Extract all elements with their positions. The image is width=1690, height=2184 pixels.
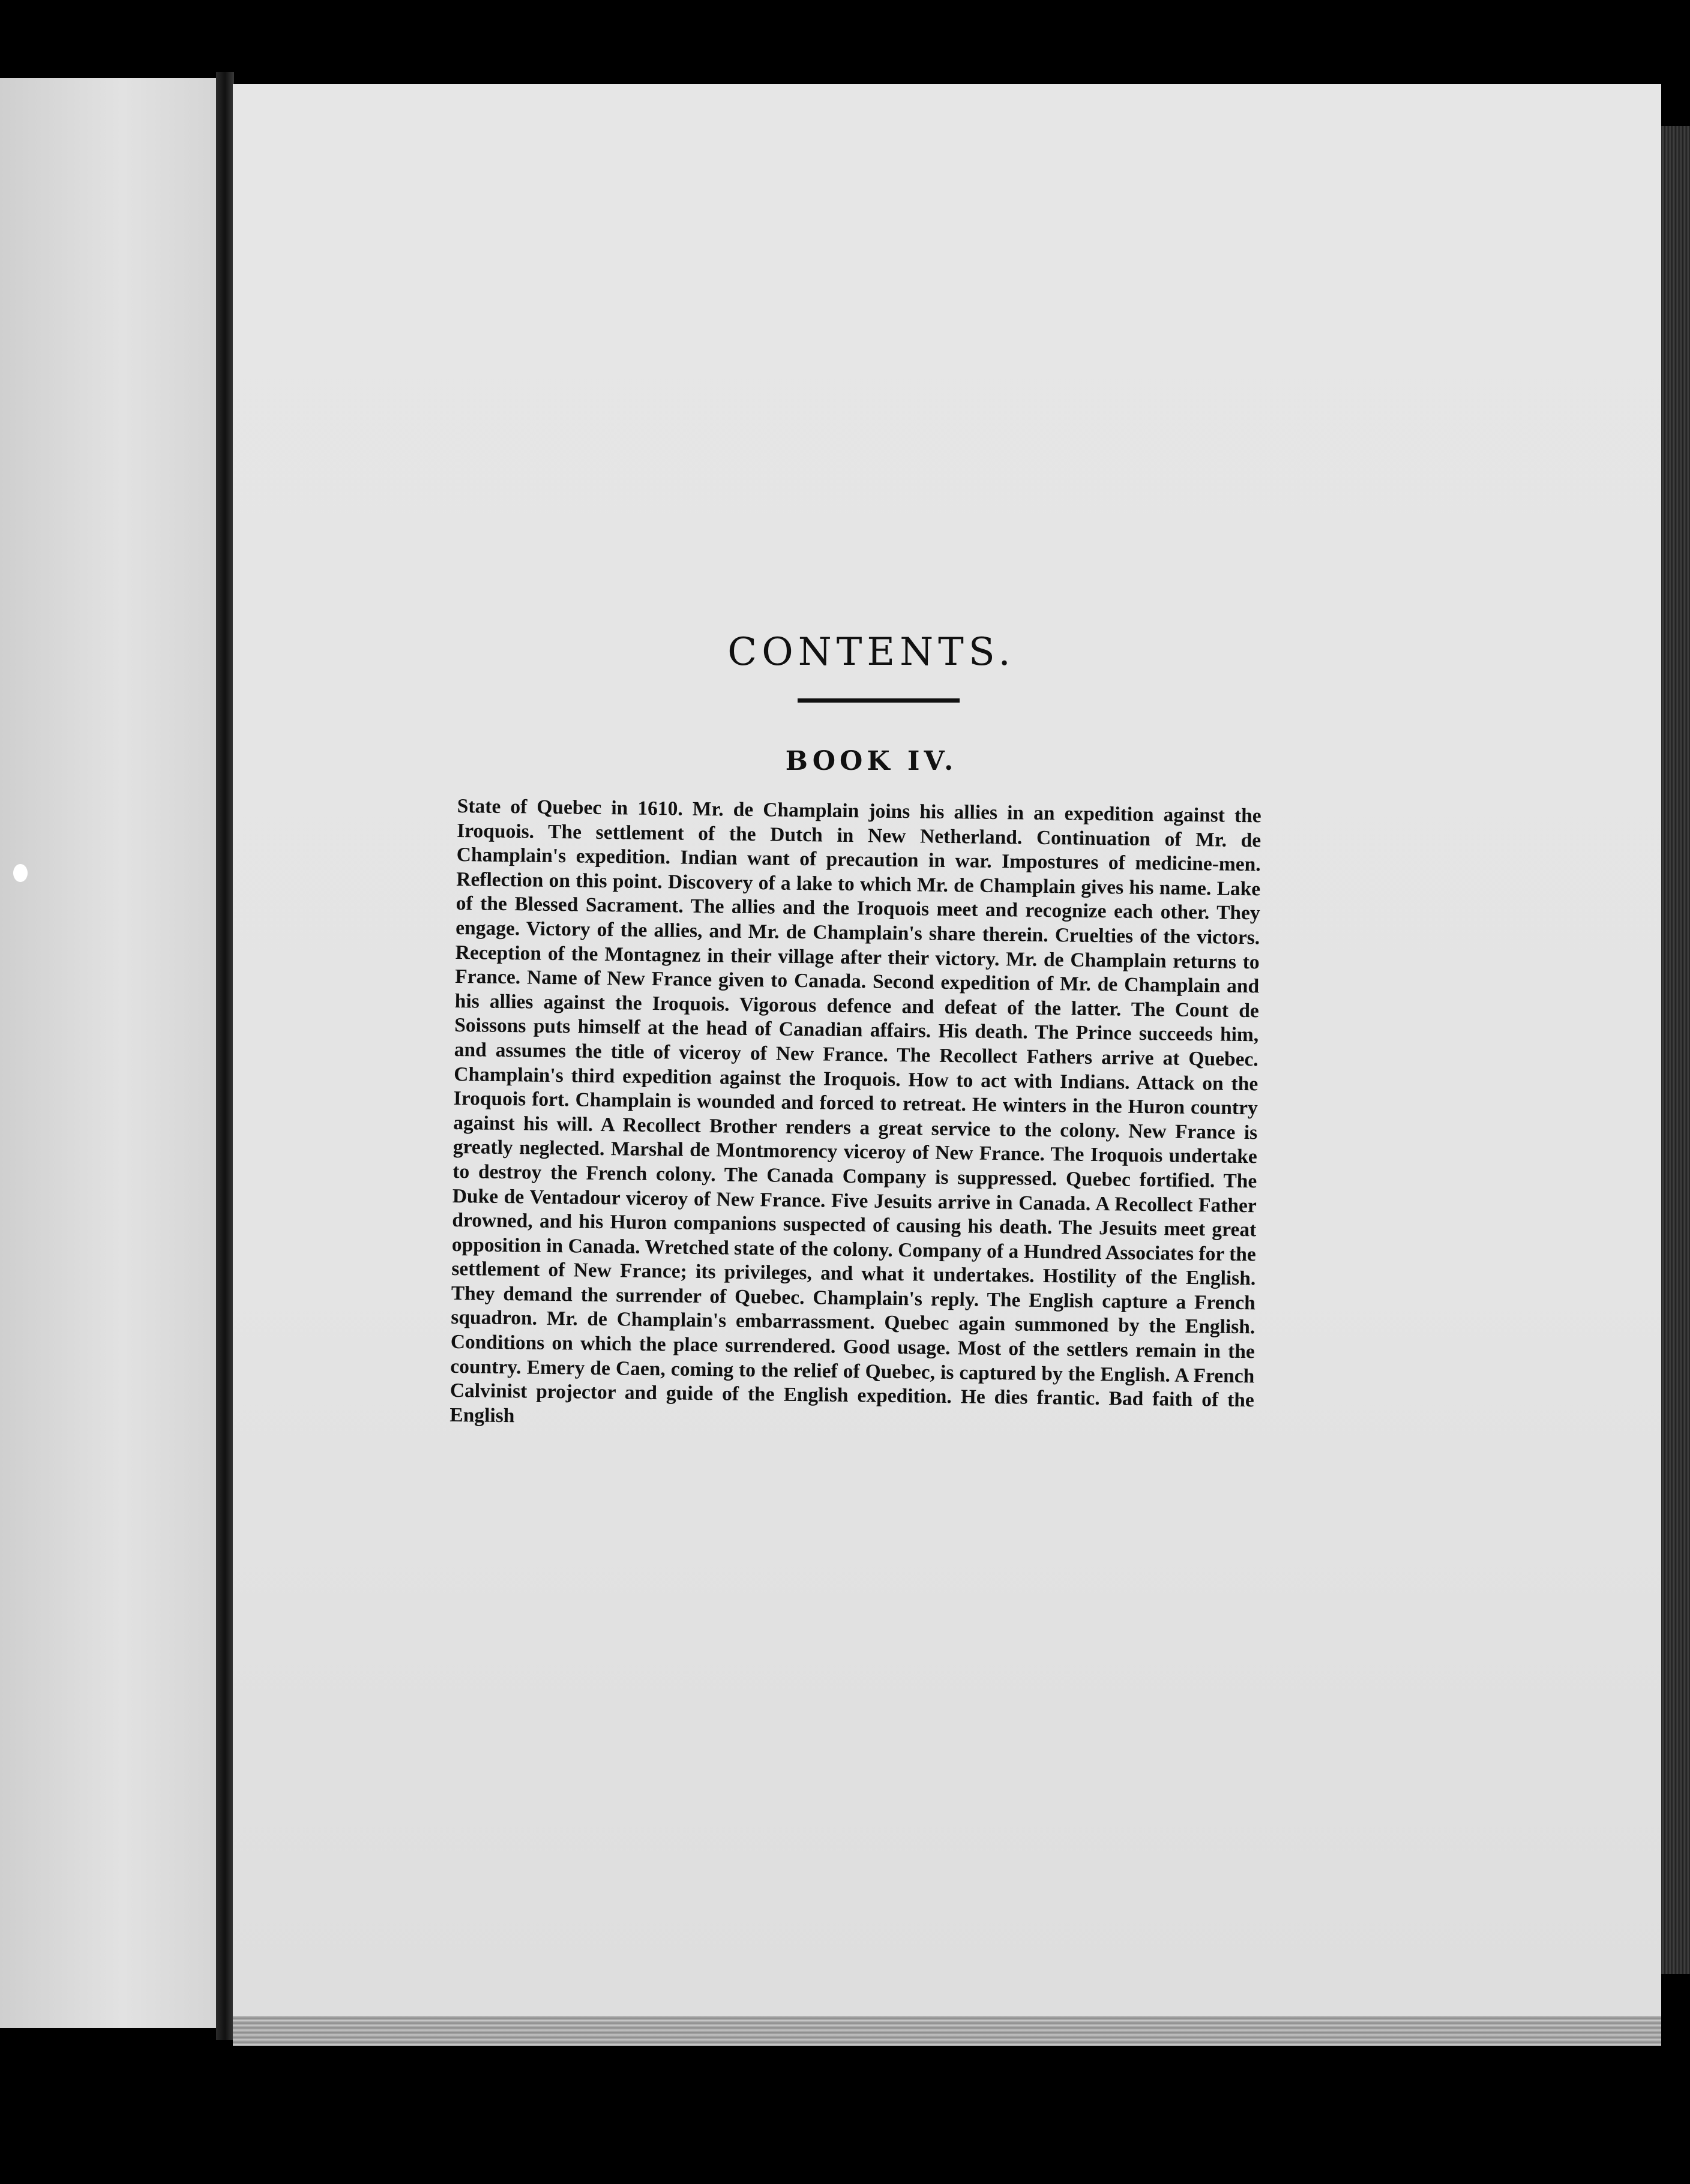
chapter-summary: State of Quebec in 1610. Mr. de Champlain joins his allies in an expedition against the Iroquois. The settlement of the Dutch in New Netherland. Continuation of Mr. de Champlain's expedition. Indian want of precaution in war. Impostures of medicine-men. Reflection on this point. Discovery of a lake to which Mr. de Champlain gives his name. Lake of the Blessed Sacrament. The allies and the Iroquois meet and recognize each other. They engage. Victory of the allies, and Mr. de Champlain's share therein. Cruelties of the victors. Reception of the Montagnez in their village after their victory. Mr. de Champlain returns to France. Name of New France given to Canada. Second expedition of Mr. de Champlain and his allies against the Iroquois. Vigorous defence and defeat of the latter. The Count de Soissons puts himself at the head of Canadian affairs. His death. The Prince succeeds him, and assumes the title of viceroy of New France. The Recollect Fathers arrive at Quebec. Champlain's third expedition against the Iroquois. How to act with Indians. Attack on the Iroquois fort. Champlain is wounded and forced to retreat. He winters in the Huron country against his will. A Recollect Brother renders a great service to the colony. New France is greatly neglected. Marshal de Montmorency viceroy of New France. The Iroquois undertake to destroy the French colony. The Canada Company is suppressed. Quebec fortified. The Duke de Ventadour viceroy of New France. Five Jesuits arrive in Canada. A Recollect Father drowned, and his Huron companions suspected of causing his death. The Jesuits meet great opposition in Canada. Wretched state of the colony. Company of a Hundred Associates for the settlement of New France; its privileges, and what it undertakes. Hostility of the English. They demand the surrender of Quebec. Champlain's reply. The English capture a French squadron. Mr. de Champlain's embarrassment. Quebec again summoned by the English. Conditions on which the place surrendered. Good usage. Most of the settlers remain in the country. Emery de Caen, coming to the relief of Quebec, is captured by the English. A French Calvinist projector and guide of the English expedition. He dies frantic. Bad faith of the English [450,795,1261,1427]
contents-block [450,630,1261,1427]
scan-speck [13,864,28,882]
page-title: CONTENTS. [727,630,1015,674]
title-rule [798,698,960,703]
book-gutter [216,72,234,2040]
left-facing-page [0,78,222,2028]
page-fore-edge [1661,126,1690,1974]
book-heading: BOOK IV. [785,746,958,776]
page-bottom-edge [233,2016,1661,2046]
